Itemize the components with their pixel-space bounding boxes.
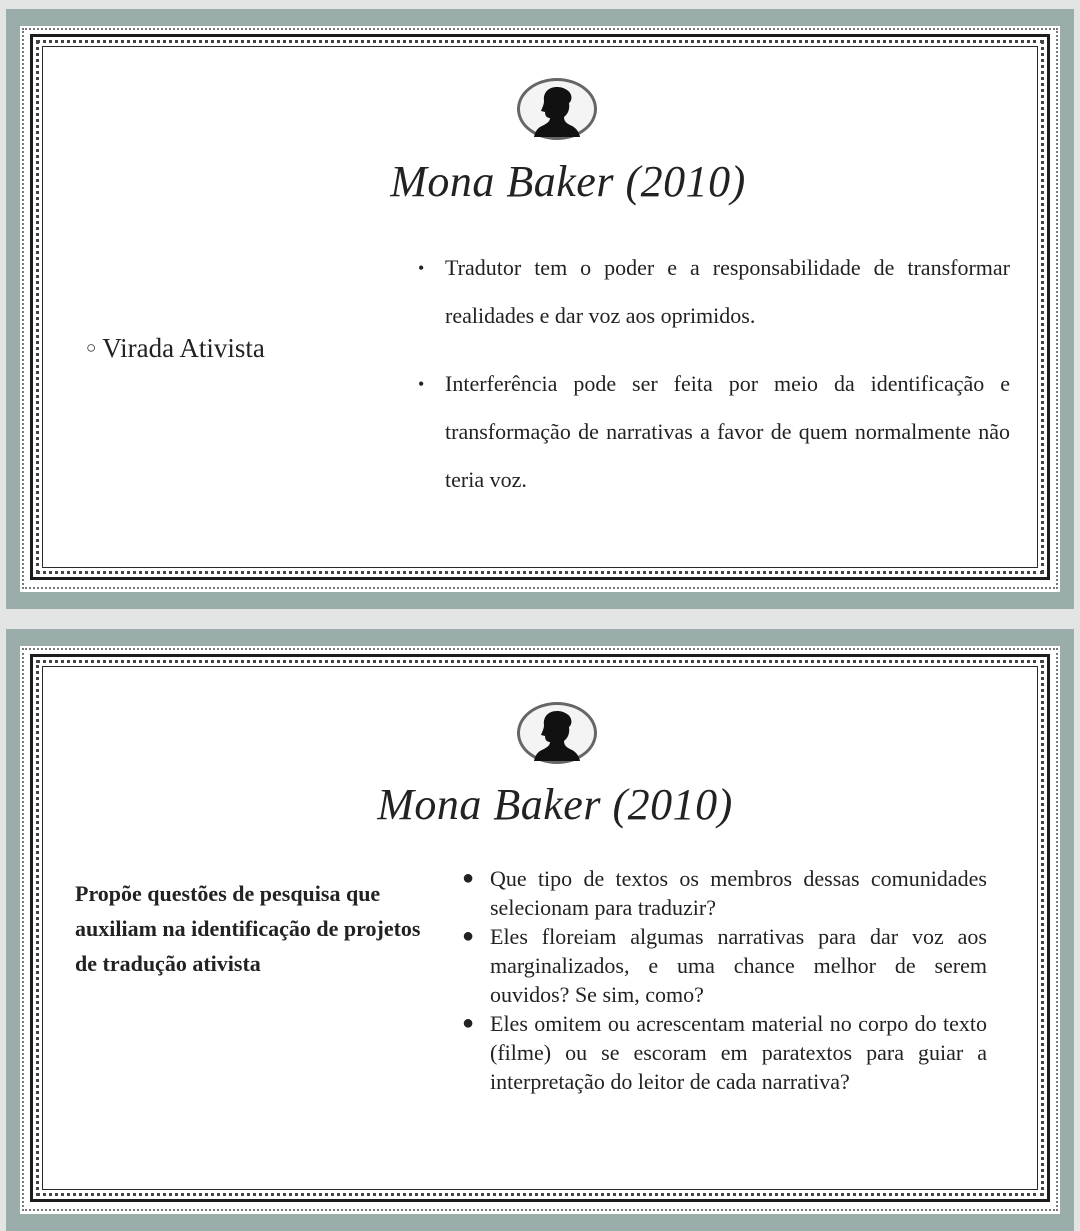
topic-label bbox=[86, 333, 265, 364]
list-item-text: Interferência pode ser feita por meio da identificação e transformação de narrativas a favor de quem normalmente não teria voz. bbox=[445, 371, 1010, 492]
silhouette-cameo-icon bbox=[517, 78, 597, 140]
slide-title: Mona Baker (2010) bbox=[377, 780, 733, 829]
bullet-list bbox=[440, 864, 987, 1096]
slide-title: Mona Baker (2010) bbox=[390, 157, 746, 206]
list-item bbox=[440, 1009, 987, 1096]
bullet-dot-icon: • bbox=[418, 258, 425, 278]
silhouette-cameo-icon bbox=[517, 702, 597, 764]
slide-paper bbox=[20, 26, 1060, 592]
bullet-list bbox=[396, 244, 1010, 524]
bullet-dot-icon: ● bbox=[462, 867, 475, 889]
slide-2 bbox=[6, 629, 1074, 1231]
list-item-text: Que tipo de textos os membros dessas comunidades selecionam para traduzir? bbox=[490, 866, 987, 920]
slide-paper bbox=[20, 646, 1060, 1214]
silhouette-cameo-icon-graphic bbox=[520, 81, 594, 137]
bullet-dot-icon: ● bbox=[462, 925, 475, 947]
silhouette-cameo-icon-graphic bbox=[520, 705, 594, 761]
list-item bbox=[396, 244, 1010, 340]
topic-label-text: Virada Ativista bbox=[102, 333, 265, 363]
list-item bbox=[396, 360, 1010, 504]
list-item bbox=[440, 922, 987, 1009]
list-item-text: Eles floreiam algumas narrativas para dar voz aos marginalizados, e uma chance melhor de serem ouvidos? Se sim, como? bbox=[490, 924, 987, 1007]
hollow-bullet-icon: ○ bbox=[86, 338, 97, 357]
slide-1 bbox=[6, 9, 1074, 609]
list-item-text: Tradutor tem o poder e a responsabilidade de transformar realidades e dar voz aos oprimidos. bbox=[445, 255, 1010, 328]
bullet-dot-icon: ● bbox=[462, 1012, 475, 1034]
list-item bbox=[440, 864, 987, 922]
list-item-text: Eles omitem ou acrescentam material no corpo do texto (filme) ou se escoram em paratextos para guiar a interpretação do leitor de cada narrativa? bbox=[490, 1011, 987, 1094]
bullet-dot-icon: • bbox=[418, 374, 425, 394]
intro-paragraph: Propõe questões de pesquisa que auxiliam na identificação de projetos de tradução ativista bbox=[75, 881, 421, 976]
